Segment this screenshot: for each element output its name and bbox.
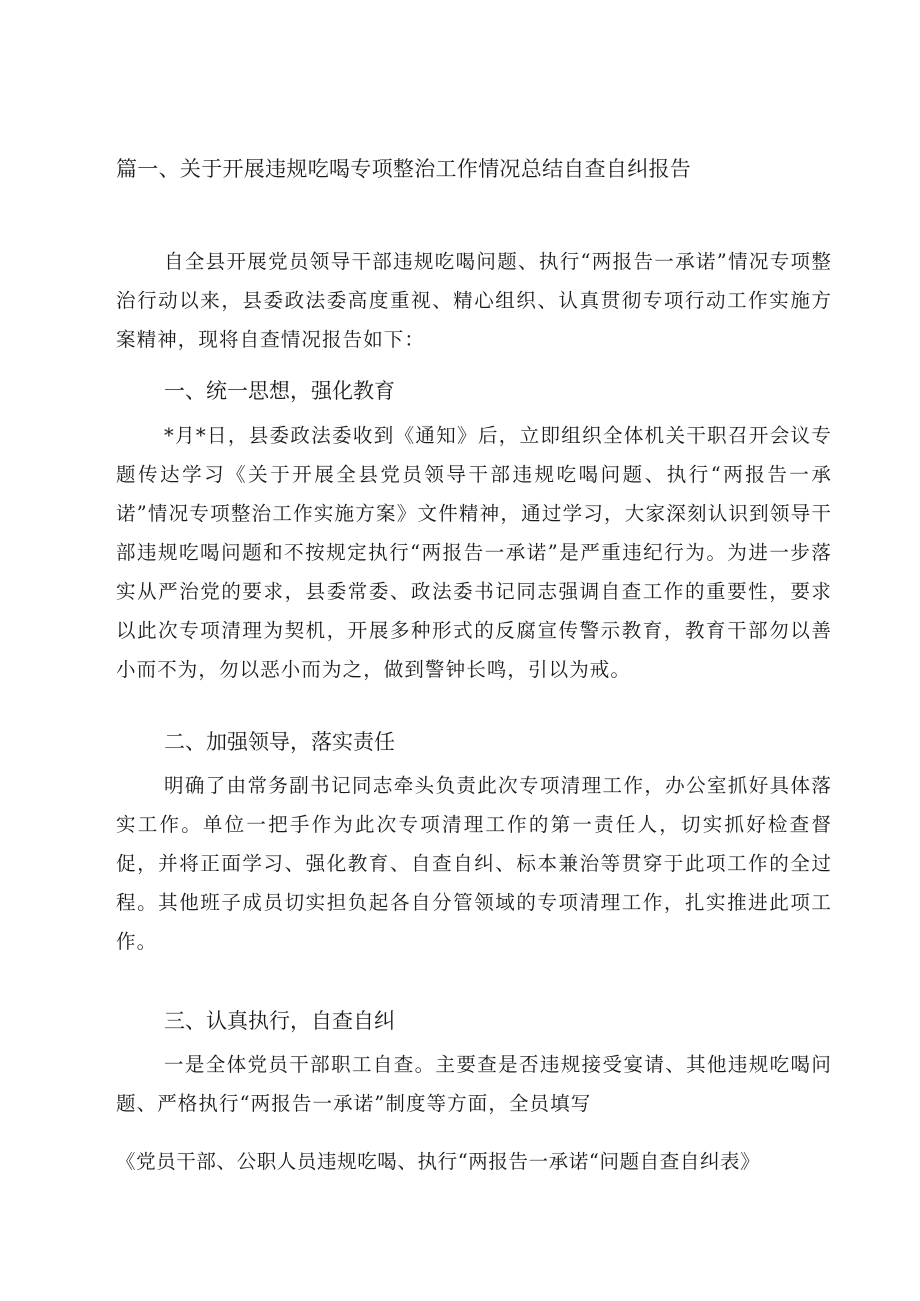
section-1-heading: 一、统一思想，强化教育 [164, 379, 395, 403]
section-3-paragraph: 一是全体党员干部职工自查。主要查是否违规接受宴请、其他违规吃喝问题、严格执行“两报告一承诺”制度等方面，全员填写 [116, 1053, 832, 1115]
section-3-heading: 三、认真执行，自查自纠 [164, 1009, 395, 1033]
section-2-heading: 二、加强领导，落实责任 [164, 730, 395, 754]
intro-paragraph: 自全县开展党员领导干部违规吃喝问题、执行“两报告一承诺”情况专项整治行动以来，县委政法委高度重视、精心组织、认真贯彻专项行动工作实施方案精神，现将自查情况报告如下： [116, 250, 832, 351]
section-2-paragraph: 明确了由常务副书记同志牵头负责此次专项清理工作，办公室抓好具体落实工作。单位一把手作为此次专项清理工作的第一责任人，切实抓好检查督促，并将正面学习、强化教育、自查自纠、标本兼治等贯穿于此项工作的全过程。其他班子成员切实担负起各自分管领域的专项清理工作，扎实推进此项工作。 [116, 774, 832, 953]
section-1-paragraph: *月*日，县委政法委收到《通知》后，立即组织全体机关干职召开会议专题传达学习《关于开展全县党员领导干部违规吃喝问题、执行“两报告一承诺”情况专项整治工作实施方案》文件精神，通过学习，大家深刻认识到领导干部违规吃喝问题和不按规定执行“两报告一承诺”是严重违纪行为。为进一步落实从严治党的要求，县委常委、政法委书记同志强调自查工作的重要性，要求以此次专项清理为契机，开展多种形式的反腐宣传警示教育，教育干部勿以善小而不为，勿以恶小而为之，做到警钟长鸣，引以为戒。 [116, 424, 832, 681]
document-title: 篇一、关于开展违规吃喝专项整治工作情况总结自查自纠报告 [116, 157, 692, 181]
self-check-form-title: 《党员干部、公职人员违规吃喝、执行“两报告一承诺“问题自查自纠表》 [116, 1150, 761, 1173]
